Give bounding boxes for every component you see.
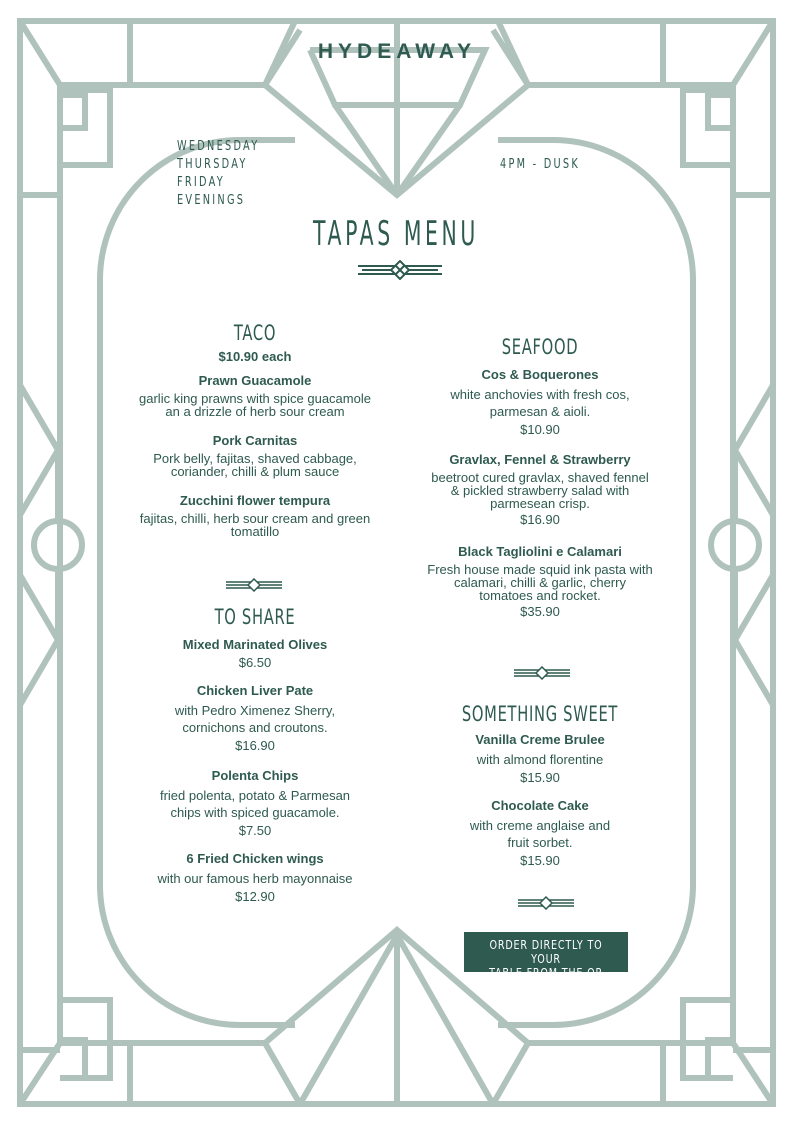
menu-item — [405, 368, 675, 437]
item-description: fajitas, chilli, herb sour cream and green — [139, 511, 371, 526]
item-description: chips with spiced guacamole. — [170, 805, 340, 820]
section-heading: SOMETHING SWEET — [461, 702, 619, 726]
section-heading: TO SHARE — [214, 605, 296, 629]
share-section — [115, 605, 395, 904]
item-price: $16.90 — [235, 738, 275, 753]
item-name: Chicken Liver Pate — [196, 683, 314, 698]
item-description: white anchovies with fresh cos, — [450, 387, 630, 402]
day-text: WEDNESDAY — [177, 139, 260, 154]
item-name: Black Tagliolini e Calamari — [458, 544, 622, 559]
item-name: Prawn Guacamole — [198, 373, 312, 388]
item-description: with our famous herb mayonnaise — [157, 871, 353, 886]
item-name: Chocolate Cake — [491, 798, 589, 813]
item-description: with almond florentine — [476, 752, 604, 767]
item-price: $35.90 — [520, 604, 560, 619]
divider-ornament — [518, 896, 574, 910]
item-description: garlic king prawns with spice guacamole — [139, 391, 371, 406]
item-price: $10.90 — [520, 422, 560, 437]
item-name: Pork Carnitas — [212, 433, 298, 448]
page-title: TAPAS MENU — [313, 214, 479, 254]
item-name: Vanilla Creme Brulee — [475, 732, 605, 747]
day-text: THURSDAY — [177, 157, 248, 172]
item-description: & pickled strawberry salad with — [450, 483, 630, 498]
menu-item — [405, 733, 675, 785]
menu-item — [115, 494, 395, 538]
item-description: beetroot cured gravlax, shaved fennel — [431, 470, 649, 485]
qr-text: ORDER DIRECTLY TO YOUR — [489, 938, 603, 966]
item-name: Gravlax, Fennel & Strawberry — [449, 452, 631, 467]
item-description: fried polenta, potato & Parmesan — [159, 788, 351, 803]
item-description: with Pedro Ximenez Sherry, — [174, 703, 336, 718]
hours-text: 4PM - DUSK — [500, 157, 580, 172]
brand-name: HYDEAWAY — [317, 40, 477, 63]
day-text: FRIDAY — [177, 175, 225, 190]
item-description: tomatoes and rocket. — [479, 588, 601, 603]
divider-ornament — [226, 578, 282, 592]
qr-text: TABLE FROM THE QR CODE — [489, 966, 603, 994]
item-name: Polenta Chips — [211, 768, 299, 783]
days-list — [177, 138, 259, 210]
menu-item — [115, 684, 395, 753]
section-heading: SEAFOOD — [501, 335, 579, 359]
section-heading: TACO — [233, 321, 277, 345]
menu-item — [405, 799, 675, 868]
seafood-section — [405, 335, 675, 619]
item-price: $15.90 — [520, 853, 560, 868]
item-description: tomatillo — [230, 524, 280, 539]
item-name: Cos & Boquerones — [481, 367, 599, 382]
item-description: Fresh house made squid ink pasta with — [427, 562, 653, 577]
item-name: Zucchini flower tempura — [179, 493, 331, 508]
item-description: cornichons and croutons. — [182, 720, 328, 735]
item-name: 6 Fried Chicken wings — [186, 851, 324, 866]
item-description: parmesan & aioli. — [489, 404, 591, 419]
item-description: an a drizzle of herb sour cream — [165, 404, 345, 419]
menu-item — [405, 545, 675, 619]
item-description: coriander, chilli & plum sauce — [170, 464, 340, 479]
taco-section — [115, 321, 395, 539]
item-price: $12.90 — [235, 889, 275, 904]
qr-order-banner — [464, 932, 628, 994]
menu-item — [115, 769, 395, 838]
divider-ornament — [358, 260, 442, 280]
item-price: $15.90 — [520, 770, 560, 785]
item-description: with creme anglaise and — [469, 818, 611, 833]
sweet-section — [405, 702, 675, 868]
item-description: parmesean crisp. — [490, 496, 590, 511]
menu-item — [115, 434, 395, 478]
item-price: $6.50 — [238, 655, 272, 670]
menu-item — [115, 852, 395, 904]
taco-price: $10.90 each — [218, 349, 292, 364]
item-price: $16.90 — [520, 512, 560, 527]
menu-item — [115, 638, 395, 670]
item-description: calamari, chilli & garlic, cherry — [454, 575, 626, 590]
item-description: fruit sorbet. — [507, 835, 573, 850]
item-name: Mixed Marinated Olives — [182, 637, 328, 652]
day-text: EVENINGS — [177, 193, 246, 208]
menu-item — [115, 374, 395, 418]
divider-ornament — [514, 666, 570, 680]
menu-item — [405, 453, 675, 527]
item-description: Pork belly, fajitas, shaved cabbage, — [153, 451, 357, 466]
item-price: $7.50 — [238, 823, 272, 838]
